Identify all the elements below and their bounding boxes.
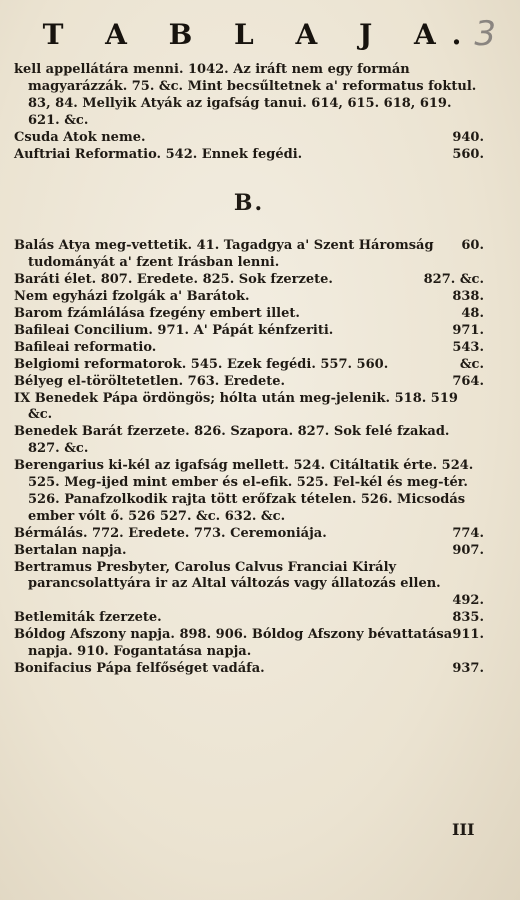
index-entry [14, 560, 484, 611]
entry-page: 492. [452, 593, 484, 609]
entry-text: Bélyeg el-töröltetetlen. 763. Eredete. [14, 373, 286, 389]
index-entry [14, 323, 484, 340]
entry-page: 560. [452, 146, 484, 162]
entry-text: Bérmálás. 772. Eredete. 773. Ceremoniája. [14, 525, 327, 541]
entry-text: Bafileai reformatio. [14, 339, 157, 355]
entry-page: 937. [452, 661, 484, 676]
entry-text: kell appellátára menni. 1042. Az iráft nem egy formán magyarázzák. 75. &c. Mint becsűltetnek a' reformatus foktul. 83, 84. Mellyik Atyák az igafság tanui. 614, 615. 618, 619. 621. &c. [14, 62, 477, 128]
index-entry [14, 147, 484, 164]
entry-page: 48. [461, 305, 484, 321]
entry-text: Bertramus Presbyter, Carolus Calvus Franciai Király parancsolattyára ir az Altal változás vagy állatozás ellen. [14, 559, 441, 592]
index-entry [14, 424, 484, 458]
entry-text: Benedek Barát fzerzete. 826. Szapora. 827. Sok felé fzakad. 827. &c. [14, 424, 450, 457]
entry-page: 971. [452, 322, 484, 338]
index-entry [14, 526, 484, 543]
entry-page: 838. [452, 289, 484, 305]
entry-text: Berengarius ki-kél az igafság mellett. 524. Citáltatik érte. 524. 525. Meg-ijed mint ember és el-efik. 525. Fel-kél és meg-tér. 526. Panafzolkodik rajta tött erőfzak tételen. 526. Micsodás ember vólt ő. 526 527. &c. 632. &c. [14, 458, 474, 524]
page-title: T A B L A J A. [42, 18, 478, 51]
entry-text: Bafileai Concilium. 971. A' Pápát kénfzeriti. [14, 322, 334, 338]
index-entry [14, 374, 484, 391]
entry-page: 764. [452, 373, 484, 389]
entry-text: Bóldog Afszony napja. 898. 906. Bóldog Afszony bévattatása napja. 910. Fogantatása napja. [14, 627, 453, 660]
entry-text: Balás Atya meg-vettetik. 41. Tagadgya a' Szent Háromság tudományát a' fzent Irásban lenni. [14, 238, 434, 271]
index-entry [14, 130, 484, 147]
index-entry [14, 391, 484, 425]
entry-text: Belgiomi reformatorok. 545. Ezek fegédi. 557. 560. [14, 356, 389, 372]
entry-text: Bonifacius Pápa felfőséget vadáfa. [14, 661, 265, 676]
catchword: III [452, 820, 475, 839]
folio-number: 3 [474, 14, 496, 54]
entry-text: Betlemiták fzerzete. [14, 610, 162, 626]
entry-page: 835. [452, 610, 484, 626]
entry-page: 907. [452, 542, 484, 558]
entry-page: &c. [459, 356, 484, 372]
entry-text: IX Benedek Pápa ördöngös; hólta után meg-jelenik. 518. 519 &c. [14, 390, 458, 423]
index-entry [14, 289, 484, 306]
entry-text: Barom fzámlálása fzegény embert illet. [14, 305, 300, 321]
entry-page: 911. [452, 627, 484, 643]
entry-page: 940. [452, 129, 484, 145]
index-entry [14, 627, 484, 661]
entry-text: Nem egyházi fzolgák a' Barátok. [14, 289, 250, 305]
index-entry [14, 62, 484, 130]
index-entry [14, 661, 484, 678]
entry-page: 60. [461, 238, 484, 254]
entry-page: 543. [452, 339, 484, 355]
index-body [14, 62, 484, 678]
index-entry [14, 610, 484, 627]
entry-text: Csuda Atok neme. [14, 129, 146, 145]
index-entry [14, 306, 484, 323]
index-entry [14, 272, 484, 289]
entry-text: Bertalan napja. [14, 542, 127, 558]
index-entry [14, 340, 484, 357]
entry-page: 827. &c. [423, 272, 484, 288]
index-entry [14, 543, 484, 560]
entry-text: Auftriai Reformatio. 542. Ennek fegédi. [14, 146, 303, 162]
index-entry [14, 458, 484, 526]
entry-text: Baráti élet. 807. Eredete. 825. Sok fzerzete. [14, 272, 333, 288]
index-entry [14, 357, 484, 374]
index-entry [14, 238, 484, 272]
section-heading: B. [233, 190, 265, 217]
entry-page: 774. [452, 525, 484, 541]
